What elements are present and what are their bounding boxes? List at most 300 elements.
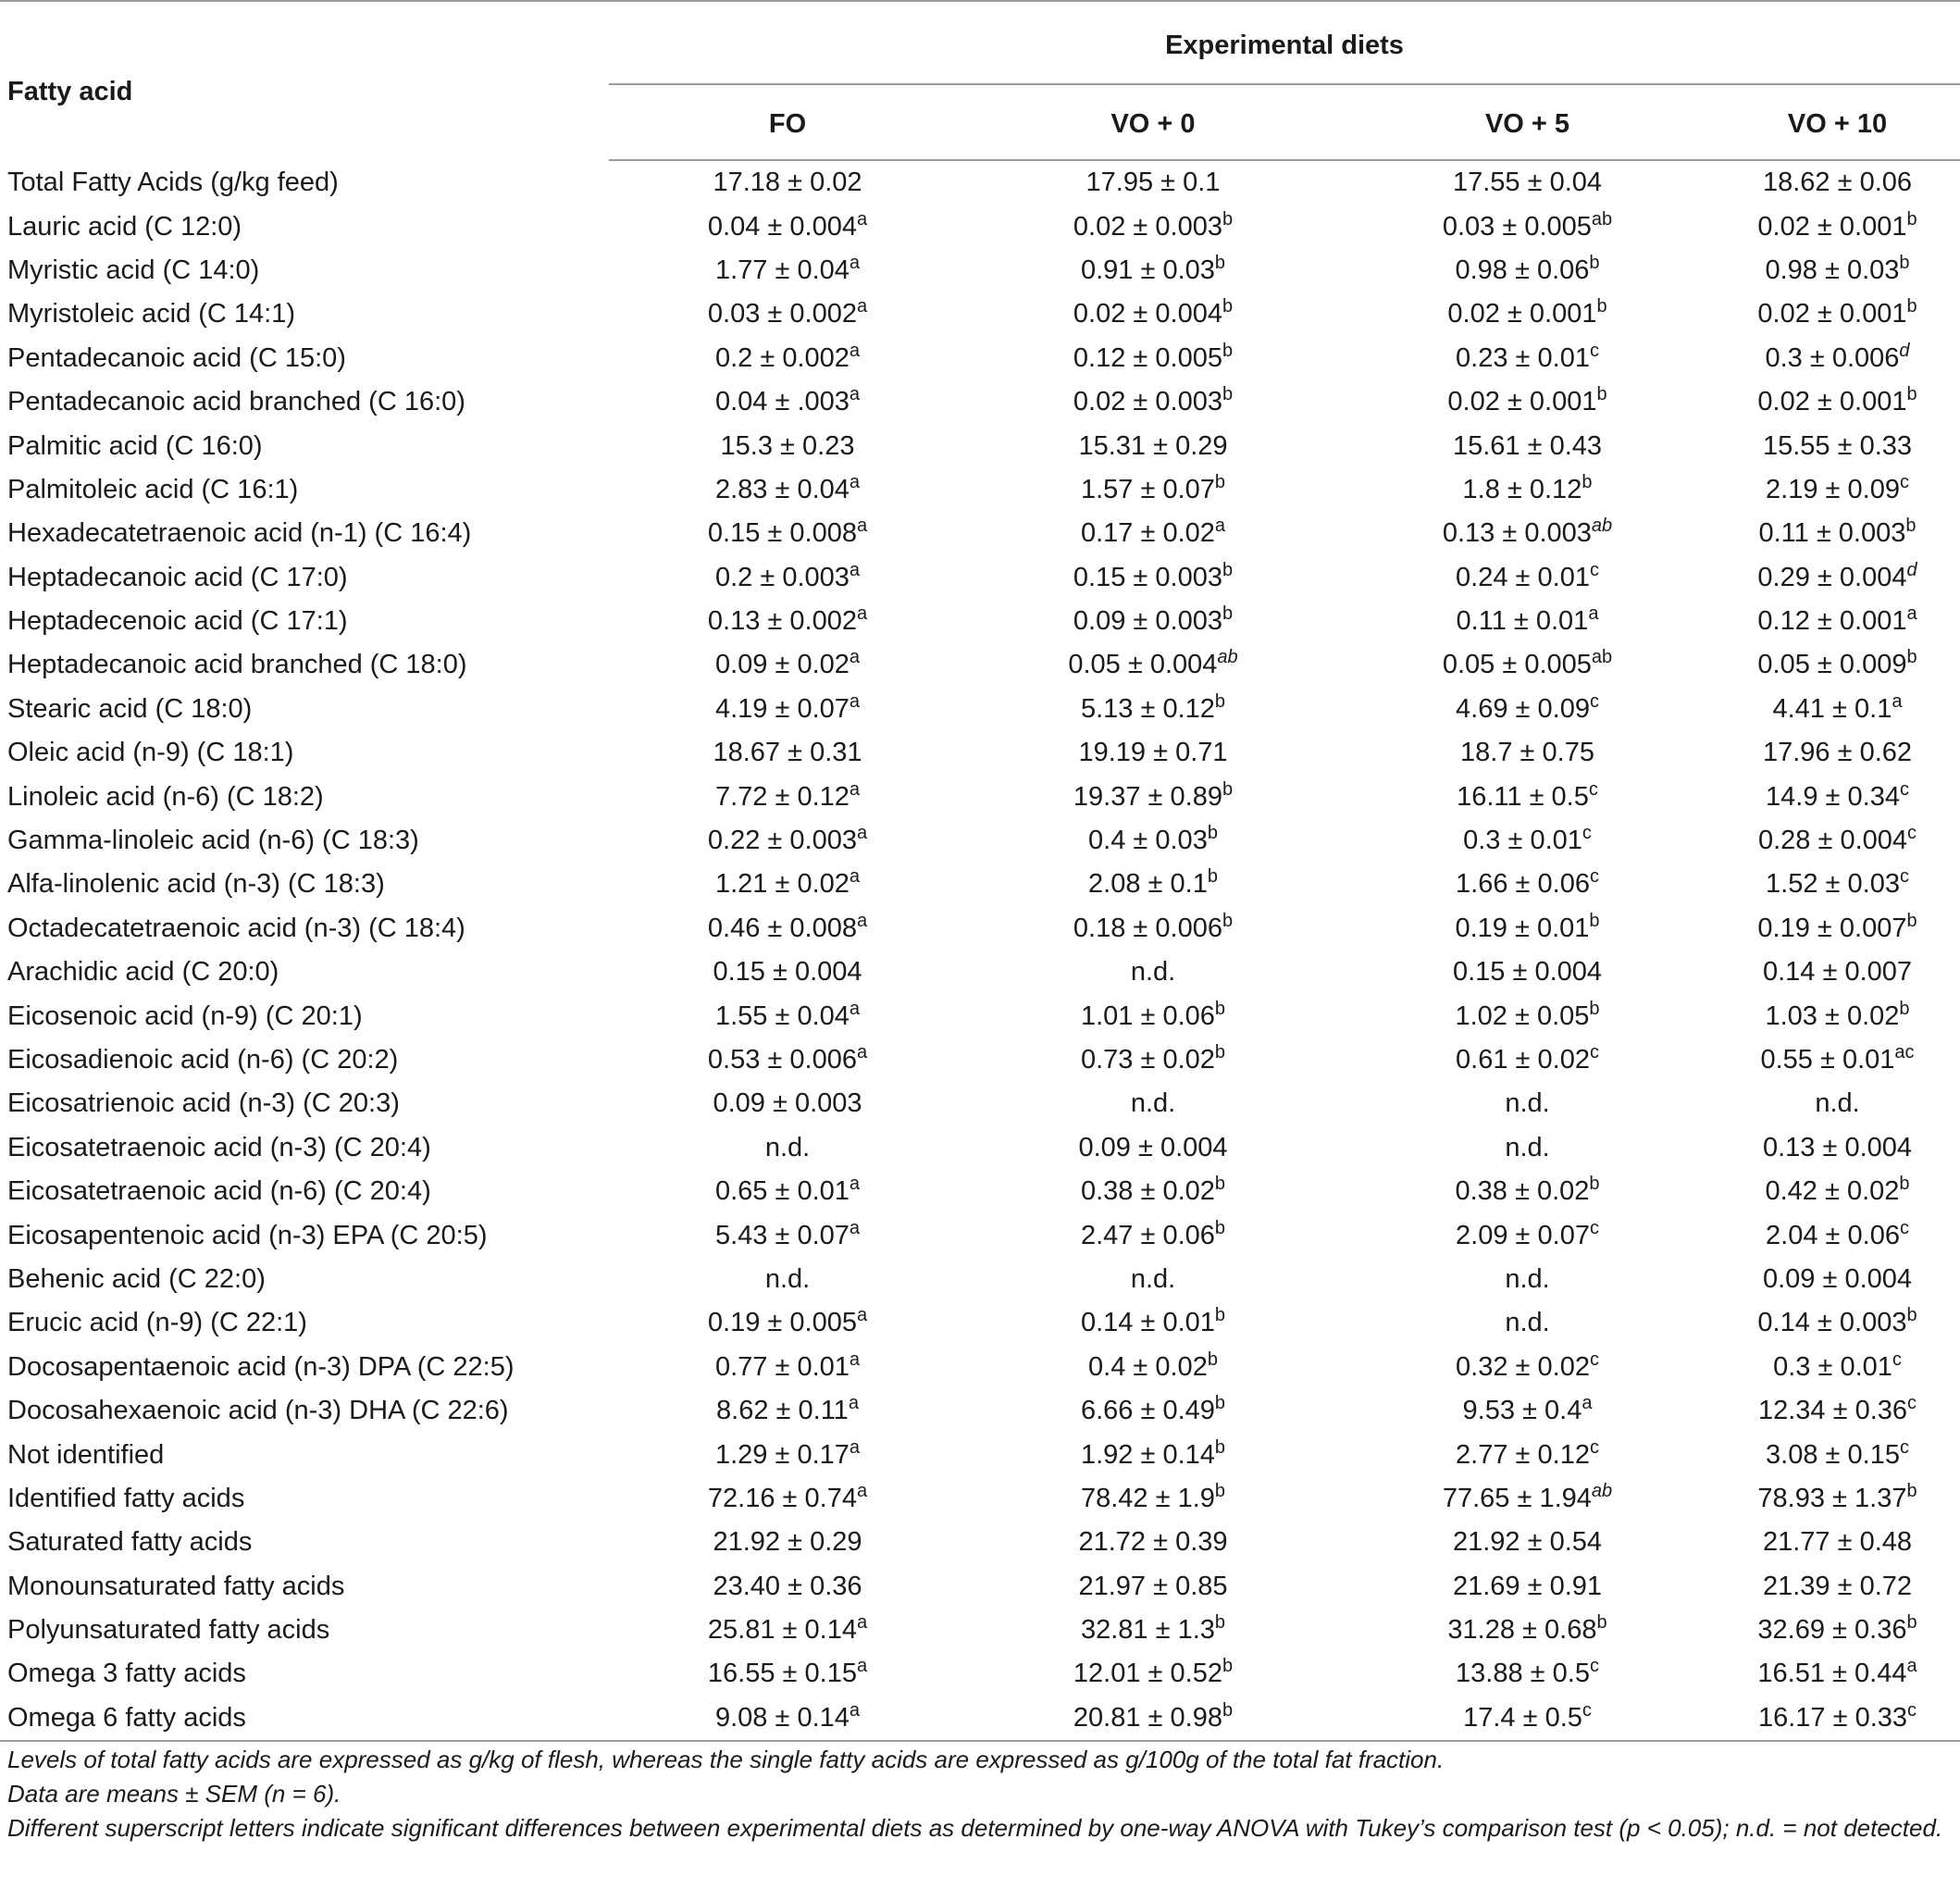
cell-value: 0.15 ± 0.004	[713, 957, 862, 988]
significance-superscript: c	[1589, 1217, 1599, 1238]
fatty-acid-name: Saturated fatty acids	[7, 1527, 253, 1558]
row-label-header: Fatty acid	[0, 1, 609, 160]
significance-superscript: d	[1899, 340, 1910, 361]
cell-value: 17.18 ± 0.02	[713, 168, 862, 198]
significance-superscript: b	[1906, 910, 1917, 931]
significance-superscript: c	[1582, 1699, 1592, 1721]
value-cell-vo10	[1715, 1082, 1960, 1125]
value-cell-fo	[609, 1433, 966, 1476]
value-cell-fo	[609, 1038, 966, 1082]
table-row	[0, 1126, 1960, 1170]
cell-value: 17.95 ± 0.1	[1085, 168, 1221, 198]
significance-superscript: c	[1589, 340, 1599, 361]
cell-value: 0.55 ± 0.01	[1760, 1045, 1895, 1075]
value-cell-fo	[609, 907, 966, 951]
cell-value: 21.97 ± 0.85	[1078, 1571, 1228, 1601]
table-row	[0, 556, 1960, 600]
significance-superscript: b	[1222, 559, 1234, 580]
cell-value: 0.11 ± 0.01	[1456, 606, 1589, 637]
cell-value: 23.40 ± 0.36	[713, 1571, 862, 1601]
cell-value: 0.14 ± 0.003	[1757, 1308, 1907, 1338]
value-cell-vo0	[966, 1082, 1340, 1125]
value-cell-fo	[609, 994, 966, 1038]
value-cell-vo5	[1340, 907, 1715, 951]
value-cell-vo10	[1715, 688, 1960, 731]
significance-superscript: b	[1589, 252, 1600, 273]
cell-value: 4.69 ± 0.09	[1456, 693, 1590, 724]
cell-value: 0.61 ± 0.02	[1456, 1045, 1590, 1075]
significance-superscript: a	[849, 1436, 861, 1458]
table-row	[0, 205, 1960, 248]
significance-superscript: ab	[1217, 647, 1238, 668]
cell-value: 1.03 ± 0.02	[1765, 1000, 1900, 1031]
cell-value: 21.77 ± 0.48	[1762, 1527, 1913, 1558]
fatty-acid-name: Eicosatrienoic acid (n-3) (C 20:3)	[7, 1088, 400, 1119]
significance-superscript: ab	[1591, 208, 1613, 230]
value-cell-vo5	[1340, 160, 1715, 205]
cell-value: 19.19 ± 0.71	[1078, 738, 1228, 768]
column-header-vo10: VO + 10	[1715, 84, 1960, 160]
cell-value: 0.42 ± 0.02	[1765, 1176, 1900, 1207]
significance-superscript: b	[1222, 778, 1234, 800]
cell-value: 6.66 ± 0.49	[1080, 1396, 1215, 1426]
cell-value: 0.02 ± 0.001	[1447, 299, 1597, 329]
cell-value: 0.53 ± 0.006	[707, 1045, 857, 1075]
significance-superscript: a	[849, 1217, 861, 1238]
cell-value: 16.11 ± 0.5	[1457, 781, 1589, 812]
value-cell-vo5	[1340, 556, 1715, 600]
cell-value: 0.02 ± 0.001	[1447, 387, 1597, 417]
value-cell-vo10	[1715, 1477, 1960, 1521]
cell-value: 2.47 ± 0.06	[1080, 1220, 1215, 1250]
cell-value: 0.09 ± 0.02	[714, 650, 850, 680]
value-cell-vo0	[966, 1389, 1340, 1433]
cell-value: 0.24 ± 0.01	[1456, 562, 1590, 592]
value-cell-fo	[609, 1696, 966, 1741]
cell-value: n.d.	[764, 1263, 811, 1294]
significance-superscript: b	[1222, 1699, 1234, 1721]
cell-value: 0.17 ± 0.02	[1080, 518, 1215, 549]
cell-value: 0.22 ± 0.003	[707, 826, 857, 856]
value-cell-vo5	[1340, 1082, 1715, 1125]
significance-superscript: b	[1582, 471, 1593, 492]
value-cell-fo	[609, 1082, 966, 1125]
value-cell-fo	[609, 1477, 966, 1521]
cell-value: 1.02 ± 0.05	[1455, 1000, 1590, 1031]
cell-value: 0.15 ± 0.003	[1073, 562, 1222, 592]
cell-value: 18.62 ± 0.06	[1762, 168, 1913, 198]
value-cell-vo10	[1715, 863, 1960, 906]
significance-superscript: b	[1214, 1480, 1226, 1501]
significance-superscript: c	[1589, 866, 1599, 888]
cell-value: 2.19 ± 0.09	[1766, 474, 1900, 504]
significance-superscript: b	[1899, 252, 1910, 273]
cell-value: n.d.	[1505, 1263, 1550, 1294]
cell-value: 25.81 ± 0.14	[707, 1615, 857, 1646]
significance-superscript: b	[1214, 252, 1226, 273]
value-cell-vo10	[1715, 731, 1960, 775]
cell-value: 17.96 ± 0.62	[1762, 738, 1913, 768]
fatty-acid-name: Arachidic acid (C 20:0)	[7, 957, 279, 988]
significance-superscript: c	[1899, 471, 1909, 492]
cell-value: 18.67 ± 0.31	[713, 738, 862, 768]
cell-value: 5.13 ± 0.12	[1080, 693, 1215, 724]
value-cell-vo5	[1340, 643, 1715, 687]
significance-superscript: a	[856, 910, 868, 931]
value-cell-vo0	[966, 1346, 1340, 1389]
cell-value: 0.04 ± .003	[714, 387, 850, 417]
value-cell-vo0	[966, 337, 1340, 380]
cell-value: 1.01 ± 0.06	[1080, 1000, 1215, 1031]
value-cell-vo0	[966, 1609, 1340, 1652]
column-header-fo: FO	[609, 84, 966, 160]
cell-value: 15.3 ± 0.23	[720, 430, 855, 461]
significance-superscript: c	[1589, 559, 1599, 580]
cell-value: 16.17 ± 0.33	[1757, 1702, 1908, 1733]
cell-value: 18.7 ± 0.75	[1460, 738, 1594, 768]
value-cell-fo	[609, 1213, 966, 1257]
significance-superscript: b	[1214, 1436, 1226, 1458]
cell-value: n.d.	[1815, 1088, 1860, 1119]
cell-value: 0.12 ± 0.001	[1757, 606, 1907, 637]
value-cell-vo5	[1340, 1652, 1715, 1696]
value-cell-vo10	[1715, 1126, 1960, 1170]
value-cell-vo5	[1340, 600, 1715, 643]
cell-value: 0.46 ± 0.008	[707, 913, 857, 943]
cell-value: 0.38 ± 0.02	[1080, 1176, 1215, 1207]
value-cell-fo	[609, 1346, 966, 1389]
cell-value: 0.12 ± 0.005	[1073, 342, 1222, 373]
cell-value: 5.43 ± 0.07	[714, 1220, 850, 1250]
significance-superscript: a	[856, 516, 868, 537]
value-cell-vo5	[1340, 380, 1715, 424]
value-cell-vo10	[1715, 1433, 1960, 1476]
cell-value: 1.29 ± 0.17	[714, 1439, 850, 1470]
table-footnotes	[7, 1743, 1951, 1846]
value-cell-vo5	[1340, 951, 1715, 994]
cell-value: n.d.	[764, 1132, 811, 1162]
value-cell-vo5	[1340, 819, 1715, 863]
table-row	[0, 337, 1960, 380]
cell-value: 0.09 ± 0.004	[1078, 1132, 1228, 1162]
cell-value: 9.08 ± 0.14	[714, 1702, 850, 1733]
value-cell-fo	[609, 292, 966, 336]
table-row	[0, 249, 1960, 292]
cell-value: 77.65 ± 1.94	[1442, 1483, 1592, 1513]
significance-superscript: a	[856, 1612, 868, 1634]
cell-value: 1.92 ± 0.14	[1080, 1439, 1215, 1470]
table-row	[0, 1213, 1960, 1257]
cell-value: 0.4 ± 0.02	[1088, 1351, 1208, 1382]
fatty-acid-name: Hexadecatetraenoic acid (n-1) (C 16:4)	[7, 518, 472, 549]
value-cell-vo5	[1340, 292, 1715, 336]
fatty-acid-name: Palmitic acid (C 16:0)	[7, 430, 263, 461]
table-row	[0, 1170, 1960, 1213]
significance-superscript: a	[856, 1042, 868, 1063]
fatty-acid-name: Eicosenoic acid (n-9) (C 20:1)	[7, 1000, 363, 1031]
value-cell-fo	[609, 775, 966, 818]
significance-superscript: a	[856, 1480, 868, 1501]
cell-value: 1.52 ± 0.03	[1766, 869, 1900, 900]
cell-value: 0.2 ± 0.003	[714, 562, 850, 592]
significance-superscript: a	[849, 1348, 861, 1370]
cell-value: 0.02 ± 0.004	[1073, 299, 1222, 329]
table-row	[0, 1389, 1960, 1433]
significance-superscript: a	[849, 252, 861, 273]
significance-superscript: a	[1906, 1656, 1917, 1677]
value-cell-fo	[609, 1609, 966, 1652]
significance-superscript: b	[1589, 1174, 1600, 1195]
significance-superscript: c	[1907, 1393, 1917, 1414]
significance-superscript: b	[1214, 1174, 1226, 1195]
value-cell-fo	[609, 556, 966, 600]
cell-value: 0.15 ± 0.008	[707, 518, 857, 549]
cell-value: 0.02 ± 0.001	[1757, 211, 1907, 242]
cell-value: 0.04 ± 0.004	[707, 211, 857, 242]
cell-value: 13.88 ± 0.5	[1456, 1659, 1590, 1689]
cell-value: 0.38 ± 0.02	[1455, 1176, 1590, 1207]
cell-value: 14.9 ± 0.34	[1766, 781, 1900, 812]
significance-superscript: a	[849, 384, 861, 405]
cell-value: 0.65 ± 0.01	[714, 1176, 850, 1207]
value-cell-vo5	[1340, 1565, 1715, 1609]
fatty-acid-name: Docosapentaenoic acid (n-3) DPA (C 22:5)	[7, 1351, 515, 1382]
value-cell-vo0	[966, 556, 1340, 600]
value-cell-fo	[609, 205, 966, 248]
cell-value: 0.3 ± 0.01	[1773, 1351, 1892, 1382]
cell-value: n.d.	[1130, 957, 1176, 988]
value-cell-vo10	[1715, 1521, 1960, 1564]
value-cell-vo10	[1715, 819, 1960, 863]
significance-superscript: a	[849, 778, 861, 800]
value-cell-vo0	[966, 1301, 1340, 1345]
table-row	[0, 643, 1960, 687]
value-cell-vo0	[966, 380, 1340, 424]
table-row	[0, 1696, 1960, 1741]
cell-value: 0.05 ± 0.004	[1068, 650, 1218, 680]
cell-value: 0.14 ± 0.007	[1762, 957, 1913, 988]
significance-superscript: b	[1207, 1348, 1218, 1370]
value-cell-vo10	[1715, 907, 1960, 951]
value-cell-vo0	[966, 1521, 1340, 1564]
table-row	[0, 819, 1960, 863]
significance-superscript: b	[1906, 296, 1917, 317]
value-cell-vo5	[1340, 863, 1715, 906]
fatty-acid-name: Stearic acid (C 18:0)	[7, 693, 253, 724]
value-cell-vo10	[1715, 380, 1960, 424]
significance-superscript: b	[1214, 471, 1226, 492]
significance-superscript: c	[1588, 778, 1598, 800]
significance-superscript: b	[1596, 1612, 1607, 1634]
cell-value: 0.03 ± 0.005	[1442, 211, 1592, 242]
cell-value: 0.05 ± 0.009	[1757, 650, 1907, 680]
cell-value: 2.83 ± 0.04	[714, 474, 850, 504]
fatty-acid-name: Total Fatty Acids (g/kg feed)	[7, 167, 339, 197]
value-cell-vo0	[966, 819, 1340, 863]
significance-superscript: b	[1214, 1612, 1226, 1634]
cell-value: 32.69 ± 0.36	[1757, 1615, 1907, 1646]
cell-value: 4.41 ± 0.1	[1772, 693, 1892, 724]
experimental-diets-header: Experimental diets	[609, 1, 1960, 84]
table-row	[0, 775, 1960, 818]
value-cell-vo5	[1340, 1346, 1715, 1389]
fatty-acid-name: Palmitoleic acid (C 16:1)	[7, 474, 299, 504]
value-cell-fo	[609, 1521, 966, 1564]
cell-value: 0.29 ± 0.004	[1757, 562, 1907, 592]
value-cell-fo	[609, 1258, 966, 1301]
cell-value: 21.72 ± 0.39	[1078, 1527, 1228, 1558]
significance-superscript: a	[856, 603, 868, 625]
cell-value: 19.37 ± 0.89	[1073, 781, 1222, 812]
cell-value: 12.34 ± 0.36	[1757, 1396, 1908, 1426]
cell-value: 1.57 ± 0.07	[1080, 474, 1215, 504]
fatty-acid-name: Docosahexaenoic acid (n-3) DHA (C 22:6)	[7, 1396, 509, 1426]
value-cell-fo	[609, 160, 966, 205]
table-row	[0, 1521, 1960, 1564]
significance-superscript: b	[1207, 866, 1218, 888]
significance-superscript: b	[1222, 1656, 1234, 1677]
value-cell-vo10	[1715, 1301, 1960, 1345]
table-row	[0, 1258, 1960, 1301]
significance-superscript: b	[1222, 910, 1234, 931]
cell-value: 2.77 ± 0.12	[1456, 1439, 1590, 1470]
cell-value: 0.28 ± 0.004	[1757, 826, 1908, 856]
cell-value: 1.77 ± 0.04	[714, 255, 850, 285]
value-cell-vo5	[1340, 688, 1715, 731]
cell-value: 0.2 ± 0.002	[714, 342, 850, 373]
value-cell-fo	[609, 380, 966, 424]
significance-superscript: b	[1906, 1480, 1917, 1501]
column-header-vo5: VO + 5	[1340, 84, 1715, 160]
value-cell-vo5	[1340, 1433, 1715, 1476]
value-cell-vo0	[966, 907, 1340, 951]
cell-value: 0.19 ± 0.007	[1757, 913, 1907, 943]
value-cell-vo0	[966, 731, 1340, 775]
cell-value: 32.81 ± 1.3	[1080, 1615, 1215, 1646]
significance-superscript: b	[1596, 384, 1607, 405]
value-cell-vo0	[966, 1433, 1340, 1476]
significance-superscript: a	[848, 1393, 859, 1414]
fatty-acid-name: Erucic acid (n-9) (C 22:1)	[7, 1308, 307, 1338]
significance-superscript: d	[1906, 559, 1917, 580]
value-cell-vo0	[966, 249, 1340, 292]
cell-value: 2.04 ± 0.06	[1766, 1220, 1900, 1250]
value-cell-vo10	[1715, 1652, 1960, 1696]
significance-superscript: a	[1892, 690, 1903, 712]
value-cell-vo5	[1340, 249, 1715, 292]
cell-value: 72.16 ± 0.74	[707, 1483, 857, 1513]
value-cell-fo	[609, 819, 966, 863]
significance-superscript: ac	[1894, 1042, 1915, 1063]
value-cell-vo0	[966, 512, 1340, 555]
cell-value: 20.81 ± 0.98	[1073, 1702, 1222, 1733]
cell-value: 0.13 ± 0.003	[1442, 518, 1592, 549]
value-cell-vo0	[966, 1696, 1340, 1741]
footnote-means: Data are means ± SEM (n = 6).	[7, 1780, 341, 1808]
value-cell-vo5	[1340, 1389, 1715, 1433]
significance-superscript: b	[1906, 208, 1917, 230]
significance-superscript: c	[1907, 1699, 1917, 1721]
value-cell-vo5	[1340, 1521, 1715, 1564]
significance-superscript: a	[1588, 603, 1599, 625]
significance-superscript: b	[1906, 384, 1917, 405]
value-cell-vo10	[1715, 775, 1960, 818]
value-cell-vo10	[1715, 1346, 1960, 1389]
significance-superscript: a	[849, 647, 861, 668]
value-cell-vo0	[966, 424, 1340, 467]
significance-superscript: b	[1214, 1217, 1226, 1238]
significance-superscript: b	[1899, 1174, 1910, 1195]
fatty-acid-name: Lauric acid (C 12:0)	[7, 211, 242, 242]
table-header	[0, 1, 1960, 160]
cell-value: 0.19 ± 0.005	[707, 1308, 857, 1338]
value-cell-vo10	[1715, 1565, 1960, 1609]
cell-value: 0.02 ± 0.003	[1073, 387, 1222, 417]
table-row	[0, 907, 1960, 951]
table-row	[0, 731, 1960, 775]
fatty-acid-name: Alfa-linolenic acid (n-3) (C 18:3)	[7, 869, 385, 900]
value-cell-vo10	[1715, 556, 1960, 600]
value-cell-vo5	[1340, 1126, 1715, 1170]
cell-value: 0.98 ± 0.06	[1455, 255, 1590, 285]
significance-superscript: b	[1222, 208, 1234, 230]
cell-value: n.d.	[1505, 1308, 1550, 1338]
value-cell-fo	[609, 600, 966, 643]
value-cell-vo0	[966, 600, 1340, 643]
table-body	[0, 160, 1960, 1741]
value-cell-fo	[609, 643, 966, 687]
cell-value: 2.09 ± 0.07	[1456, 1220, 1590, 1250]
value-cell-vo0	[966, 643, 1340, 687]
significance-superscript: c	[1589, 1436, 1599, 1458]
cell-value: 0.32 ± 0.02	[1456, 1351, 1590, 1382]
table-row	[0, 951, 1960, 994]
cell-value: 1.21 ± 0.02	[714, 869, 850, 900]
header-row-group	[0, 1, 1960, 84]
significance-superscript: c	[1899, 866, 1909, 888]
cell-value: 16.55 ± 0.15	[707, 1659, 857, 1689]
table-row	[0, 1477, 1960, 1521]
value-cell-vo10	[1715, 643, 1960, 687]
value-cell-vo10	[1715, 1389, 1960, 1433]
value-cell-vo5	[1340, 994, 1715, 1038]
value-cell-vo5	[1340, 468, 1715, 512]
value-cell-vo10	[1715, 1213, 1960, 1257]
fatty-acid-name: Monounsaturated fatty acids	[7, 1571, 345, 1601]
significance-superscript: c	[1589, 690, 1599, 712]
table-row	[0, 512, 1960, 555]
fatty-acid-name: Not identified	[7, 1439, 165, 1470]
significance-superscript: c	[1899, 1436, 1909, 1458]
value-cell-vo0	[966, 1652, 1340, 1696]
cell-value: 0.3 ± 0.006	[1765, 342, 1900, 373]
value-cell-fo	[609, 863, 966, 906]
value-cell-vo5	[1340, 1038, 1715, 1082]
table-row	[0, 994, 1960, 1038]
fatty-acid-name: Heptadecanoic acid (C 17:0)	[7, 562, 348, 592]
significance-superscript: a	[849, 340, 861, 361]
value-cell-fo	[609, 951, 966, 994]
value-cell-vo10	[1715, 249, 1960, 292]
cell-value: 0.03 ± 0.002	[707, 299, 857, 329]
value-cell-fo	[609, 1170, 966, 1213]
significance-superscript: a	[856, 1656, 868, 1677]
fatty-acid-name: Linoleic acid (n-6) (C 18:2)	[7, 781, 324, 812]
value-cell-vo10	[1715, 468, 1960, 512]
cell-value: 15.61 ± 0.43	[1452, 430, 1603, 461]
value-cell-fo	[609, 249, 966, 292]
cell-value: 1.8 ± 0.12	[1462, 474, 1582, 504]
